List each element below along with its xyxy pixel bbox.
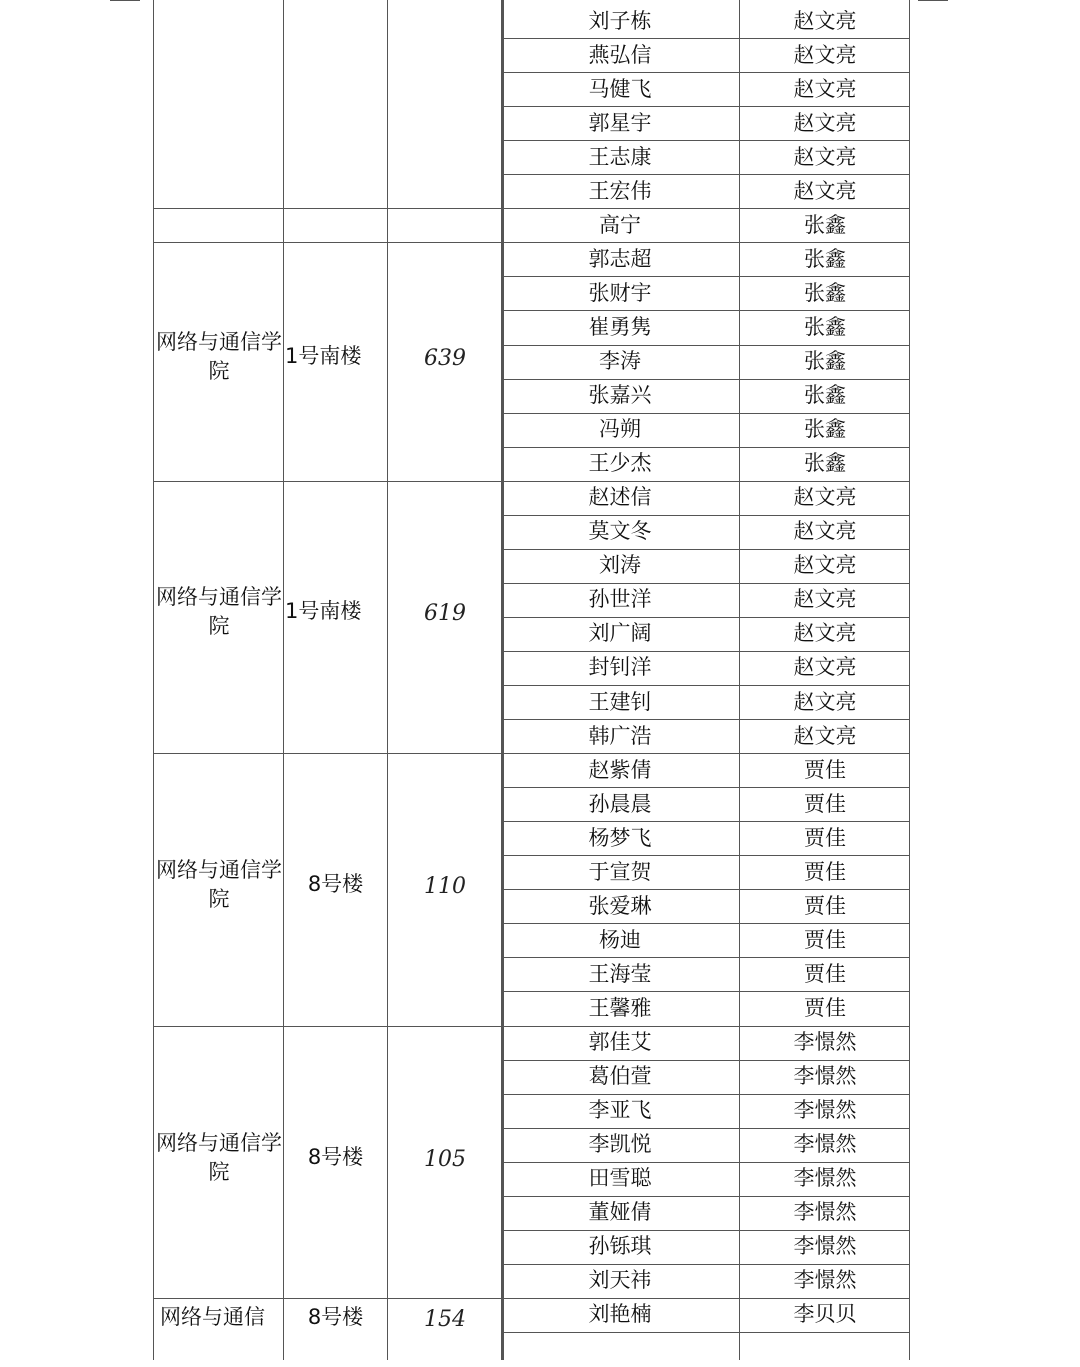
student-name-cell: 葛伯萱: [588, 1064, 652, 1089]
tutor-name-cell: 张鑫: [804, 280, 846, 305]
group-divider: [153, 208, 501, 209]
tutor-name-cell: 贾佳: [804, 859, 846, 884]
tutor-name-cell: 李贝贝: [793, 1302, 857, 1327]
room-number: 110: [424, 874, 466, 899]
column-divider: [503, 0, 504, 1360]
tutor-name-cell: 张鑫: [804, 451, 846, 476]
student-name-cell: 王宏伟: [588, 178, 652, 203]
student-name-cell: 封钊洋: [588, 655, 652, 680]
group-divider: [153, 753, 501, 754]
college-cell: [155, 856, 283, 914]
tutor-name-cell: 贾佳: [804, 961, 846, 986]
tutor-name-cell: 赵文亮: [793, 553, 857, 578]
column-divider: [283, 0, 284, 1360]
student-name-cell: 王馨雅: [588, 995, 652, 1020]
student-name-cell: 刘涛: [599, 553, 641, 578]
tutor-name-cell: 张鑫: [804, 349, 846, 374]
student-name-cell: 崔勇隽: [588, 314, 652, 339]
student-name-cell: 董娅倩: [588, 1200, 652, 1225]
tutor-name-cell: 赵文亮: [793, 689, 857, 714]
student-name-cell: 李亚飞: [588, 1098, 652, 1123]
student-name-cell: 王海莹: [588, 961, 652, 986]
tutor-name-cell: 李憬然: [793, 1064, 857, 1089]
student-name-cell: 刘天祎: [588, 1268, 652, 1293]
student-name-cell: 郭志超: [588, 246, 652, 271]
top-edge-mark: [110, 0, 140, 1]
room-number: 105: [424, 1147, 466, 1172]
tutor-name-cell: 赵文亮: [793, 485, 857, 510]
college-text: 网络与通信学院: [156, 858, 282, 911]
student-name-cell: 李涛: [599, 349, 641, 374]
tutor-name-cell: 李憬然: [793, 1098, 857, 1123]
student-name-cell: 王志康: [588, 144, 652, 169]
tutor-name-cell: 张鑫: [804, 212, 846, 237]
tutor-name-cell: 赵文亮: [793, 42, 857, 67]
student-name-cell: 刘子栋: [588, 8, 652, 33]
top-edge-mark: [918, 0, 948, 1]
tutor-name-cell: 李憬然: [793, 1234, 857, 1259]
building-text: 8号楼: [307, 1305, 364, 1329]
student-name-cell: 王少杰: [588, 451, 652, 476]
tutor-name-cell: 张鑫: [804, 383, 846, 408]
room-number: 639: [424, 346, 466, 371]
student-name-cell: 韩广浩: [588, 723, 652, 748]
tutor-name-cell: 赵文亮: [793, 519, 857, 544]
tutor-name-cell: 赵文亮: [793, 655, 857, 680]
tutor-name-cell: 赵文亮: [793, 144, 857, 169]
student-name-cell: 李凯悦: [588, 1132, 652, 1157]
tutor-name-cell: 张鑫: [804, 417, 846, 442]
group-divider: [153, 1026, 501, 1027]
student-name-cell: 孙晨晨: [588, 791, 652, 816]
building-text: 8号楼: [307, 872, 364, 896]
tutor-name-cell: 张鑫: [804, 246, 846, 271]
tutor-name-cell: 赵文亮: [793, 76, 857, 101]
tutor-name-cell: 赵文亮: [793, 110, 857, 135]
room-number: 154: [424, 1307, 466, 1332]
tutor-name-cell: 贾佳: [804, 791, 846, 816]
college-text: 网络与通信学院: [156, 330, 282, 383]
tutor-name-cell: 贾佳: [804, 927, 846, 952]
column-divider: [153, 0, 154, 1360]
student-name-cell: 张爱琳: [588, 893, 652, 918]
student-name-cell: 莫文冬: [588, 519, 652, 544]
student-name-cell: 冯朔: [599, 417, 641, 442]
room-cell: [389, 1147, 501, 1172]
tutor-name-cell: 贾佳: [804, 995, 846, 1020]
group-divider: [153, 481, 501, 482]
tutor-name-cell: 李憬然: [793, 1268, 857, 1293]
tutor-name-cell: 贾佳: [804, 893, 846, 918]
tutor-name-cell: 赵文亮: [793, 587, 857, 612]
room-cell: [389, 601, 501, 626]
tutor-name-cell: 赵文亮: [793, 178, 857, 203]
building-cell: [285, 1303, 386, 1332]
tutor-name-cell: 贾佳: [804, 757, 846, 782]
student-name-cell: 于宣贺: [588, 859, 652, 884]
student-name-cell: 燕弘信: [588, 42, 652, 67]
building-text: 8号楼: [307, 1145, 364, 1169]
row-divider: [501, 1332, 910, 1333]
college-text: 网络与通信学院: [156, 585, 282, 638]
student-name-cell: 马健飞: [588, 76, 652, 101]
college-text: 网络与通信学院: [156, 1131, 282, 1184]
student-name-cell: 王建钊: [588, 689, 652, 714]
student-name-cell: 孙世洋: [588, 587, 652, 612]
room-cell: [389, 1307, 501, 1332]
building-cell: [285, 1143, 386, 1172]
tutor-name-cell: 张鑫: [804, 314, 846, 339]
room-number: 619: [424, 601, 466, 626]
student-name-cell: 张财宇: [588, 280, 652, 305]
building-text: 1号南楼: [285, 599, 362, 623]
column-divider: [909, 0, 910, 1360]
student-name-cell: 郭佳艾: [588, 1030, 652, 1055]
student-name-cell: 孙铄琪: [588, 1234, 652, 1259]
building-text: 1号南楼: [285, 344, 362, 368]
building-cell: [285, 342, 386, 371]
building-cell: [285, 870, 386, 899]
tutor-name-cell: 赵文亮: [793, 723, 857, 748]
student-name-cell: 张嘉兴: [588, 383, 652, 408]
tutor-name-cell: 贾佳: [804, 825, 846, 850]
student-name-cell: 杨迪: [599, 927, 641, 952]
student-name-cell: 田雪聪: [588, 1166, 652, 1191]
tutor-name-cell: 赵文亮: [793, 8, 857, 33]
student-name-cell: 郭星宇: [588, 110, 652, 135]
column-divider: [739, 0, 740, 1360]
column-divider: [387, 0, 388, 1360]
group-divider: [153, 242, 501, 243]
tutor-name-cell: 赵文亮: [793, 621, 857, 646]
college-cell: [155, 1129, 283, 1187]
tutor-name-cell: 李憬然: [793, 1166, 857, 1191]
student-name-cell: 刘艳楠: [588, 1302, 652, 1327]
student-name-cell: 赵述信: [588, 485, 652, 510]
building-cell: [285, 597, 386, 626]
room-cell: [389, 346, 501, 371]
college-text: 网络与通信: [160, 1305, 265, 1329]
group-divider: [153, 1298, 501, 1299]
room-cell: [389, 874, 501, 899]
student-name-cell: 赵紫倩: [588, 757, 652, 782]
student-name-cell: 高宁: [599, 212, 641, 237]
college-cell: [155, 328, 283, 386]
college-cell: [160, 1303, 280, 1332]
tutor-name-cell: 李憬然: [793, 1030, 857, 1055]
tutor-name-cell: 李憬然: [793, 1200, 857, 1225]
student-name-cell: 刘广阔: [588, 621, 652, 646]
tutor-name-cell: 李憬然: [793, 1132, 857, 1157]
college-cell: [155, 583, 283, 641]
student-name-cell: 杨梦飞: [588, 825, 652, 850]
